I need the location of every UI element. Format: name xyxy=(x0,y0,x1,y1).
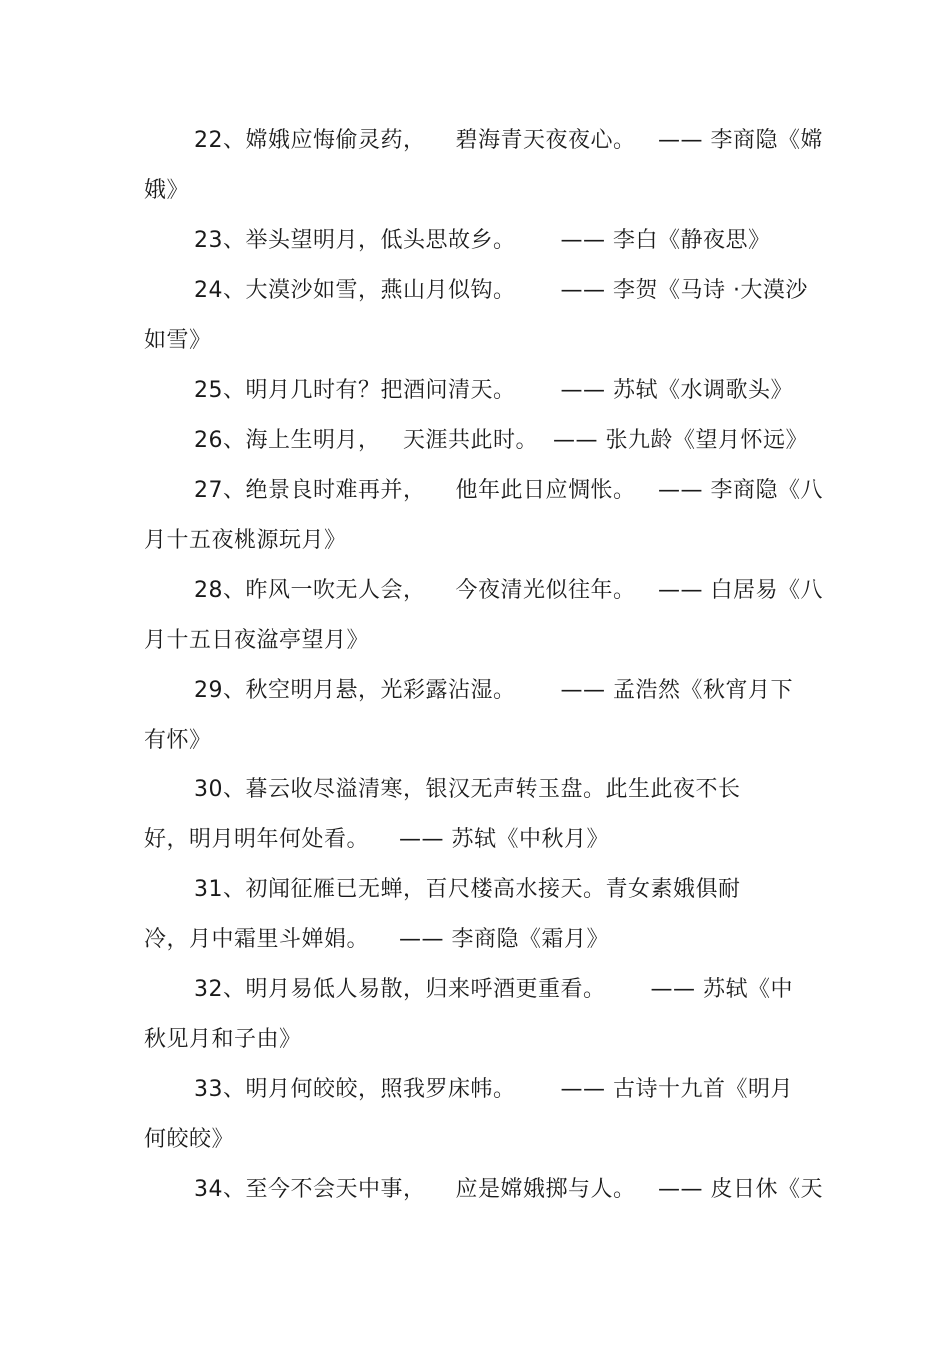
poem-line: 23、举头望明月，低头思故乡。 —— 李白《静夜思》 xyxy=(194,228,771,253)
poem-line: 有怀》 xyxy=(144,728,212,753)
poem-line: 26、海上生明月， 天涯共此时。 —— 张九龄《望月怀远》 xyxy=(194,428,808,453)
poem-line: 34、至今不会天中事， 应是嫦娥掷与人。 —— 皮日休《天 xyxy=(194,1177,823,1202)
poem-line: 30、暮云收尽溢清寒，银汉无声转玉盘。此生此夜不长 xyxy=(194,777,741,802)
poem-line: 月十五日夜湓亭望月》 xyxy=(144,628,370,653)
poem-line: 娥》 xyxy=(144,178,190,203)
poem-line: 27、绝景良时难再并， 他年此日应惆怅。 —— 李商隐《八 xyxy=(194,478,823,503)
poem-line: 31、初闻征雁已无蝉，百尺楼高水接天。青女素娥俱耐 xyxy=(194,877,741,902)
poem-line: 冷，月中霜里斗婵娟。 —— 李商隐《霜月》 xyxy=(144,927,609,952)
poem-line: 如雪》 xyxy=(144,328,212,353)
poem-line: 22、嫦娥应悔偷灵药， 碧海青天夜夜心。 —— 李商隐《嫦 xyxy=(194,128,823,153)
poem-line: 33、明月何皎皎，照我罗床帏。 —— 古诗十九首《明月 xyxy=(194,1077,793,1102)
poem-line: 25、明月几时有？把酒问清天。 —— 苏轼《水调歌头》 xyxy=(194,378,793,403)
poem-line: 月十五夜桃源玩月》 xyxy=(144,528,347,553)
poem-line: 24、大漠沙如雪，燕山月似钩。 —— 李贺《马诗 ·大漠沙 xyxy=(194,278,808,303)
poem-line: 秋见月和子由》 xyxy=(144,1027,302,1052)
poem-line: 何皎皎》 xyxy=(144,1127,235,1152)
poem-line: 好，明月明年何处看。 —— 苏轼《中秋月》 xyxy=(144,827,609,852)
poem-line: 29、秋空明月悬，光彩露沾湿。 —— 孟浩然《秋宵月下 xyxy=(194,678,793,703)
poem-line: 32、明月易低人易散，归来呼酒更重看。 —— 苏轼《中 xyxy=(194,977,793,1002)
poem-line: 28、昨风一吹无人会， 今夜清光似往年。 —— 白居易《八 xyxy=(194,578,823,603)
